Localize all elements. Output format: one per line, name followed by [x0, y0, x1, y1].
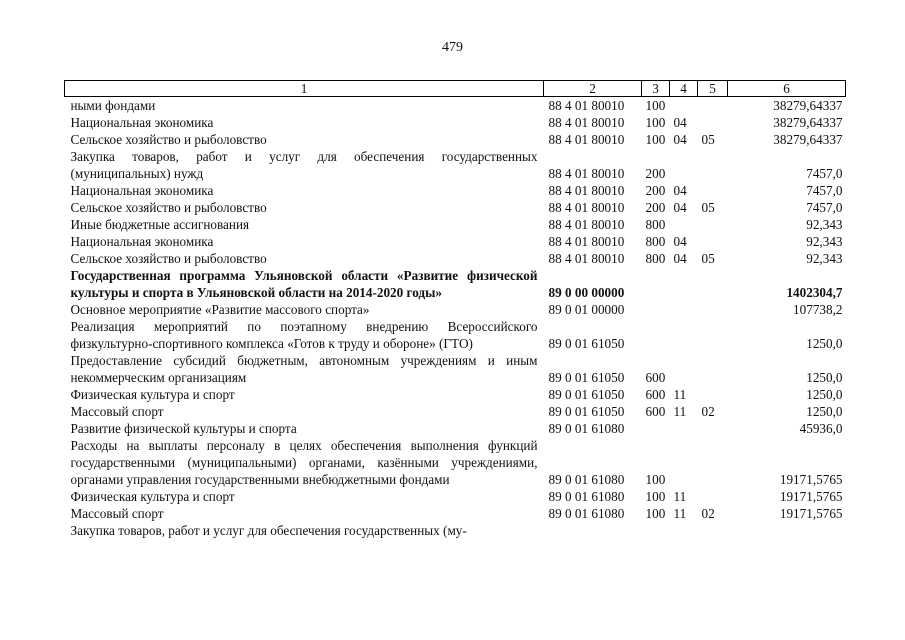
table-header-row [65, 81, 846, 97]
row-amount: 1402304,7 [786, 285, 843, 300]
row-name: Сельское хозяйство и рыболовство [70, 251, 267, 266]
row-code: 89 0 01 61080 [548, 489, 625, 504]
row-name: Массовый спорт [70, 404, 164, 419]
table-row [65, 131, 846, 148]
row-col3: 800 [645, 251, 666, 266]
row-amount: 1250,0 [806, 336, 843, 351]
row-col3: 100 [645, 506, 666, 521]
row-amount [728, 522, 846, 539]
row-code: 89 0 01 61080 [548, 472, 625, 487]
row-col5 [698, 182, 728, 199]
row-amount: 45936,0 [799, 421, 843, 436]
row-col4: 11 [673, 506, 687, 521]
row-name: Закупка товаров, работ и услуг для обеспечения государственных (му- [70, 523, 467, 538]
row-col4 [670, 97, 698, 115]
row-col5 [698, 267, 728, 301]
row-amount: 1250,0 [806, 370, 843, 385]
row-code: 89 0 01 61050 [548, 387, 625, 402]
row-col4 [670, 267, 698, 301]
row-code: 88 4 01 80010 [548, 115, 625, 130]
row-name: Национальная экономика [70, 183, 214, 198]
table-row [65, 301, 846, 318]
row-code [544, 522, 642, 539]
row-name: Развитие физической культуры и спорта [70, 421, 297, 436]
row-amount: 19171,5765 [779, 506, 843, 521]
table-row [65, 505, 846, 522]
table-row [65, 420, 846, 437]
row-col5 [698, 114, 728, 131]
row-col4: 04 [673, 132, 687, 147]
row-col3: 600 [645, 404, 666, 419]
row-col3 [642, 420, 670, 437]
column-header-1: 1 [65, 81, 544, 97]
row-col5 [698, 97, 728, 115]
row-amount: 19171,5765 [779, 489, 843, 504]
row-col5 [698, 233, 728, 250]
row-name: Физическая культура и спорт [70, 489, 235, 504]
row-col5 [698, 318, 728, 352]
row-col3 [642, 522, 670, 539]
table-row [65, 114, 846, 131]
row-name: Сельское хозяйство и рыболовство [70, 132, 267, 147]
row-col5 [698, 301, 728, 318]
row-col5 [698, 437, 728, 488]
row-amount: 1250,0 [806, 387, 843, 402]
row-col4 [670, 318, 698, 352]
row-col5 [698, 352, 728, 386]
row-col3: 200 [645, 200, 666, 215]
row-name: Национальная экономика [70, 115, 214, 130]
row-col3: 100 [645, 98, 666, 113]
table-row [65, 437, 846, 488]
budget-table [64, 80, 846, 539]
row-amount: 38279,64337 [773, 98, 843, 113]
column-header-5: 5 [698, 81, 728, 97]
table-body [65, 97, 846, 540]
table-row [65, 250, 846, 267]
row-col5 [698, 216, 728, 233]
table-row [65, 199, 846, 216]
row-name: Физическая культура и спорт [70, 387, 235, 402]
table-row [65, 216, 846, 233]
row-col3 [642, 301, 670, 318]
table-row [65, 488, 846, 505]
row-col4: 11 [673, 387, 687, 402]
row-col3 [642, 318, 670, 352]
row-amount: 38279,64337 [773, 115, 843, 130]
row-name: Национальная экономика [70, 234, 214, 249]
table-row [65, 148, 846, 182]
row-col4: 04 [673, 183, 687, 198]
column-header-3: 3 [642, 81, 670, 97]
row-code: 88 4 01 80010 [548, 217, 625, 232]
row-col5 [698, 522, 728, 539]
row-code: 88 4 01 80010 [548, 234, 625, 249]
table-row [65, 522, 846, 539]
row-col5: 02 [701, 506, 715, 521]
row-amount: 92,343 [806, 251, 843, 266]
row-col4: 04 [673, 115, 687, 130]
row-col5 [698, 386, 728, 403]
row-col4 [670, 301, 698, 318]
row-col4: 04 [673, 234, 687, 249]
row-amount: 19171,5765 [779, 472, 843, 487]
row-col5 [698, 420, 728, 437]
row-code: 88 4 01 80010 [548, 98, 625, 113]
row-code: 88 4 01 80010 [548, 166, 625, 181]
row-name: Расходы на выплаты персоналу в целях обеспечения выполнения функций государственными (муниципальными) органами, казёнными учреждениями, органами управления государственными внебюджетными фондами [70, 438, 538, 487]
row-code: 88 4 01 80010 [548, 183, 625, 198]
row-code: 89 0 01 00000 [548, 302, 625, 317]
row-col3: 100 [645, 472, 666, 487]
row-col5: 05 [701, 200, 715, 215]
row-code: 89 0 01 61050 [548, 370, 625, 385]
row-col4: 04 [673, 251, 687, 266]
row-name: Сельское хозяйство и рыболовство [70, 200, 267, 215]
row-amount: 7457,0 [806, 183, 843, 198]
row-col4 [670, 437, 698, 488]
row-col3 [642, 267, 670, 301]
row-col4: 04 [673, 200, 687, 215]
row-name: Предоставление субсидий бюджетным, автономным учреждениям и иным некоммерческим организациям [70, 353, 538, 385]
row-code: 89 0 01 61050 [548, 336, 625, 351]
row-col3: 600 [645, 387, 666, 402]
row-col4 [670, 148, 698, 182]
table-row [65, 403, 846, 420]
row-col4 [670, 216, 698, 233]
row-col4: 11 [673, 489, 687, 504]
row-code: 88 4 01 80010 [548, 132, 625, 147]
row-name: Иные бюджетные ассигнования [70, 217, 250, 232]
row-col3: 200 [645, 183, 666, 198]
row-col5: 05 [701, 251, 715, 266]
row-amount: 107738,2 [793, 302, 843, 317]
row-col5 [698, 148, 728, 182]
table-row [65, 182, 846, 199]
row-col5: 05 [701, 132, 715, 147]
row-col3: 800 [645, 217, 666, 232]
row-amount: 38279,64337 [773, 132, 843, 147]
table-row [65, 386, 846, 403]
page-number: 479 [442, 40, 463, 55]
row-name: Основное мероприятие «Развитие массового спорта» [70, 302, 370, 317]
row-amount: 1250,0 [806, 404, 843, 419]
row-col3: 200 [645, 166, 666, 181]
row-name: Государственная программа Ульяновской области «Развитие физической культуры и спорта в Ульяновской области на 2014-2020 годы» [70, 268, 538, 300]
column-header-4: 4 [670, 81, 698, 97]
table-row [65, 352, 846, 386]
table-row [65, 267, 846, 301]
row-name: Реализация мероприятий по поэтапному внедрению Всероссийского физкультурно-спортивного комплекса «Готов к труду и обороне» (ГТО) [70, 319, 538, 351]
row-col3: 100 [645, 489, 666, 504]
table-row [65, 97, 846, 115]
row-code: 88 4 01 80010 [548, 200, 625, 215]
row-amount: 7457,0 [806, 166, 843, 181]
row-name: Закупка товаров, работ и услуг для обеспечения государственных (муниципальных) нужд [70, 149, 538, 181]
column-header-6: 6 [728, 81, 846, 97]
row-amount: 7457,0 [806, 200, 843, 215]
table-row [65, 318, 846, 352]
row-name: ными фондами [70, 98, 156, 113]
row-col3: 800 [645, 234, 666, 249]
row-col5: 02 [701, 404, 715, 419]
row-code: 88 4 01 80010 [548, 251, 625, 266]
row-col5 [698, 488, 728, 505]
row-col4 [670, 522, 698, 539]
row-code: 89 0 01 61080 [548, 506, 625, 521]
row-col4: 11 [673, 404, 687, 419]
row-col4 [670, 352, 698, 386]
row-name: Массовый спорт [70, 506, 164, 521]
row-code: 89 0 00 00000 [548, 285, 625, 300]
row-code: 89 0 01 61050 [548, 404, 625, 419]
table-row [65, 233, 846, 250]
row-col4 [670, 420, 698, 437]
row-col3: 100 [645, 115, 666, 130]
row-code: 89 0 01 61080 [548, 421, 625, 436]
row-amount: 92,343 [806, 217, 843, 232]
column-header-2: 2 [544, 81, 642, 97]
row-col3: 100 [645, 132, 666, 147]
row-col3: 600 [645, 370, 666, 385]
row-amount: 92,343 [806, 234, 843, 249]
